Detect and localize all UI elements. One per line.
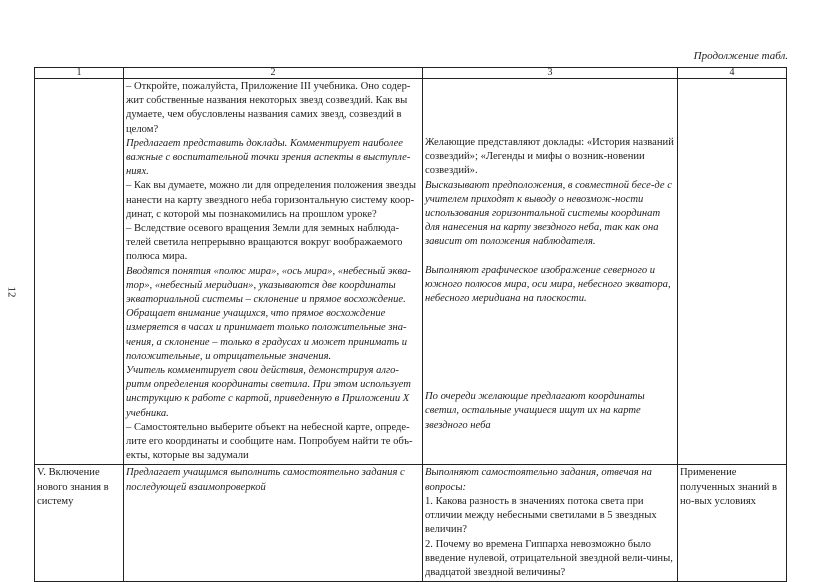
paragraph: – Как вы думаете, можно ли для определения положения звезды нанести на карту звездного неба горизонтальную систему коор-динат, с которой мы познакомились на прошлом уроке?	[126, 180, 416, 220]
row2-col1-cell: V. Включение нового знания в систему	[35, 465, 124, 582]
header-col-4: 4	[678, 68, 787, 79]
paragraph: 1. Какова разность в значениях потока света при отличии между небесными светилами в 5 звездных величин?	[425, 495, 657, 536]
paragraph: 2. Почему во времена Гиппарха невозможно было введение нулевой, отрицательной звездной вели-чины, двадцатой звездной величины?	[425, 538, 673, 578]
paragraph: По очереди желающие предлагают координаты светил, остальные учащиеся ищут их на карте звездного неба	[425, 391, 645, 431]
table-row	[35, 79, 787, 465]
paragraph: – Самостоятельно выберите объект на небесной карте, опреде-лите его координаты и сообщите нам. Попробуем найти те объ-екты, которые вы задумали	[126, 421, 413, 462]
row2-col2-cell: Предлагает учащимся выполнить самостоятельно задания с последующей взаимопроверкой	[124, 465, 423, 582]
header-row	[35, 68, 787, 79]
row1-col1-cell	[35, 79, 124, 465]
header-col-2: 2	[124, 68, 423, 79]
row1-col3-cell	[423, 79, 678, 465]
row1-col2-cell	[124, 79, 423, 465]
paragraph: Учитель комментирует свои действия, демонстрируя алго-ритм определения координаты светила. При этом использует инструкцию к работе с картой, приведенную в Приложении X учебника.	[126, 365, 411, 419]
continuation-label: Продолжение табл.	[693, 50, 788, 62]
row2-col4-cell: Применение полученных знаний в но-вых условиях	[678, 465, 787, 582]
header-col-3: 3	[423, 68, 678, 79]
row2-col3-cell	[423, 465, 678, 582]
paragraph: Предлагает представить доклады. Комментирует наиболее важные с воспитательной точки зрения аспекты в выступле-ниях.	[126, 137, 411, 178]
paragraph: – Вследствие осевого вращения Земли для земных наблюда-телей светила непрерывно вращаются вокруг воображаемого полюса мира.	[126, 223, 403, 263]
table-row	[35, 465, 787, 582]
paragraph: Вводятся понятия «полюс мира», «ось мира», «небесный эква-тор», «небесный меридиан», указываются две координаты экваториальной системы – склонение и прямое восхождение. Обращает внимание учащихся, что прямое восхождение измеряется в часах и принимает только положительные зна-чения, а склонение – только в градусах и может принимать и положительные, и отрицательные значения.	[126, 265, 411, 362]
lesson-table	[34, 67, 787, 582]
paragraph: Желающие представляют доклады: «История названий созвездий»; «Легенды и мифы о возник-новении созвездий».	[425, 137, 674, 177]
paragraph: – Откройте, пожалуйста, Приложение III учебника. Оно содер-жит собственные названия некоторых звезд созвездий. Как вы думаете, чем обусловлены названия самих звезд, созвездий в целом?	[126, 81, 411, 135]
row1-col4-cell	[678, 79, 787, 465]
paragraph: Выполняют самостоятельно задания, отвечая на вопросы:	[425, 467, 652, 493]
page-number: 12	[5, 286, 18, 298]
paragraph: Выполняют графическое изображение северного и южного полюсов мира, оси мира, небесного экватора, небесного меридиана на плоскости.	[425, 264, 671, 305]
header-col-1: 1	[35, 68, 124, 79]
paragraph: Высказывают предположения, в совместной бесе-де с учителем приходят к выводу о невозмож-ности использования горизонтальной системы координат для нанесения на карту звездного неба, так как она зависит от положения наблюдателя.	[425, 179, 672, 248]
